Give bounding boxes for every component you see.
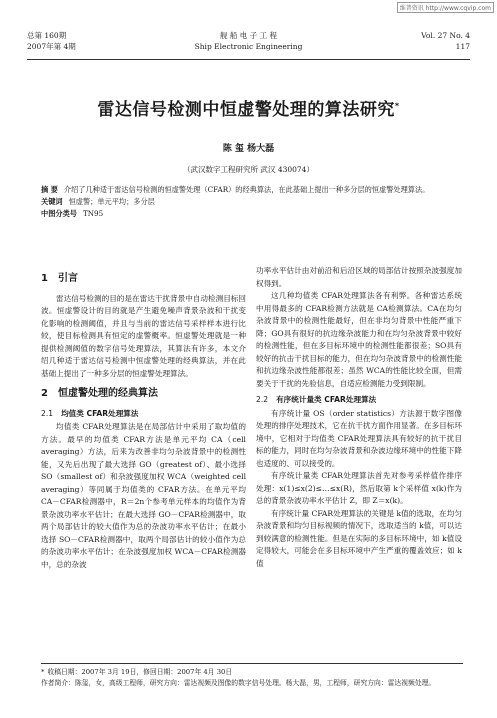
keywords-text: 恒虚警；单元平均；多分层 xyxy=(68,197,155,206)
subsection-number: 2.2 xyxy=(256,395,269,404)
paragraph: 功率水平估计由对前沿和后沿区域的局部估计按照杂波强度加权得到。 xyxy=(256,266,462,288)
classification xyxy=(41,208,463,220)
page-number: 117 xyxy=(455,42,470,51)
paragraph: 均值类 CFAR处理算法是在局部估计中采用了取均值的方法。最早的均值类 CFAR方法是单元平均 CA（cell averaging）方法，后来为改善非均匀杂波背景中的检测性能，又先后出现了最大选择 GO（greatest of）、最小选择 SO（smallest of）和杂波强度加权 WCA（weighted cell averaging）等同属于均值类的 CFAR方法。在单元平均 CA－CFAR检测器中，R＝2n个参考单元样本的均值作为背景杂波功率水平估计；在最大选择 GO－CFAR检测器中，取两个局部估计的较大值作为总的杂波功率水平估计；在最小选择 SO－CFAR检测器中，取两个局部估计的较小值作为总的杂波功率水平估计；在杂波强度加权 WCA－CFAR检测器中，总的杂波 xyxy=(41,422,246,569)
footnote-received xyxy=(41,667,463,678)
paper-title-text: 雷达信号检测中恒虚警处理的算法研究 xyxy=(97,100,395,120)
subsection-title: 均值类 CFAR处理算法 xyxy=(61,408,139,418)
journal-header xyxy=(27,30,470,60)
subsection-heading-2-2 xyxy=(256,394,462,407)
section-heading-2 xyxy=(41,388,246,401)
keywords-label: 关键词 xyxy=(41,197,63,206)
subsection-title: 有序统计量类 CFAR处理算法 xyxy=(276,395,377,404)
classification-label: 中图分类号 xyxy=(41,209,77,218)
received-dates: 收稿日期：2007年 3月 19日，修回日期：2007年 4月 30日 xyxy=(47,668,233,676)
section-number: 1 xyxy=(41,273,48,284)
abstract xyxy=(41,184,463,196)
classification-value: TN95 xyxy=(82,209,104,218)
section-heading-1 xyxy=(41,273,246,286)
section-number: 2 xyxy=(41,388,48,399)
paragraph: 有序统计量 OS（order statistics）方法源于数字图像处理的排序处理技术，它在抗干扰方面作用显著。在多目标环境中，它相对于均值类 CFAR处理算法具有较好的抗干扰目标的能力，同时在均匀杂波背景和杂波边缘环境中的性能下降也适度的、可以接受的。 xyxy=(256,408,462,468)
section-title: 引言 xyxy=(57,273,78,284)
journal-name-en: Ship Electronic Engineering xyxy=(194,42,303,51)
volume-info xyxy=(421,30,470,52)
subsection-heading-2-1 xyxy=(41,408,246,421)
paragraph: 有序统计量类 CFAR处理算法首先对参考采样值作排序处理：x(1)≤x(2)≤…≤x(R)，然后取第 k个采样值 x(k)作为总的背景杂波功率水平估计 Z，即 Z＝x(k)。 xyxy=(256,471,462,505)
left-column xyxy=(41,265,246,571)
paragraph: 这几种均值类 CFAR处理算法各有利弊。各种雷达系统中用得最多的 CFAR检测方法就是 CA检测算法。CA在均匀杂波背景中的检测性能最好，但在非均匀背景中性能严重下降；GO具有很好的抗边缘杂波能力和在均匀杂波背景中较好的检测性能，但在多目标环境中的检测性能都很差；SO具有较好的抗击干扰目标的能力，但在均匀杂波背景中的检测性能和抗边缘杂波性能都很差；虽然 WCA的性能比较全面，但需要关于干扰的先验信息，自适应检测能力受到限制。 xyxy=(256,291,462,388)
keywords xyxy=(41,196,463,208)
footnote xyxy=(41,663,463,689)
right-column xyxy=(256,265,462,570)
author-bio: 作者简介：陈玺，女，高级工程师，研究方向：雷达视频及图像的数字信号处理。杨大磊，男，工程师，研究方向：雷达视频处理。 xyxy=(41,679,436,687)
issue-year: 2007年第 4期 xyxy=(27,42,76,51)
journal-name xyxy=(27,30,470,52)
affiliation: （武汉数字工程研究所 武汉 430074） xyxy=(183,165,314,174)
paragraph: 有序统计量 CFAR处理算法的关键是 k值的选取，在均匀杂波背景和均匀目标视频的情况下，选取适当的 k值，可以达到较满意的检测性能。但是在实际的多目标环境中，如 k值设定得较大，可能会在多目标环境中产生严重的覆盖效应；如 k值 xyxy=(256,508,462,568)
footnote-mark: * xyxy=(41,668,45,676)
authors: 陈 玺 杨大磊 xyxy=(222,144,275,154)
abstract-label: 摘 要 xyxy=(41,185,58,194)
paper-title xyxy=(0,95,497,120)
watermark: 维普资讯 http://www.cqvip.com xyxy=(397,2,494,13)
section-title: 恒虚警处理的经典算法 xyxy=(57,388,158,399)
abstract-block xyxy=(41,184,463,220)
volume-number: Vol. 27 No. 4 xyxy=(421,31,470,40)
paragraph: 雷达信号检测的目的是在雷达干扰背景中自动检测目标回波。恒虚警设计的目的就是产生避免噪声背景杂波和干扰变化影响的检测阈值，并且与当前的雷达信号采样样本进行比较，使目标检测具有恒定的虚警概率。恒虚警处理就是一种提供检测阈值的数字信号处理算法，其算法有许多，本文介绍几种适于雷达信号检测中恒虚警处理的经典算法，并在此基础上提出了一种多分层的恒虚警处理算法。 xyxy=(41,293,246,378)
issue-total: 总第 160期 xyxy=(27,31,67,40)
abstract-text: 介绍了几种适于雷达信号检测的恒虚警处理（CFAR）的经典算法，在此基础上提出一种多分层的恒虚警处理算法。 xyxy=(63,185,430,194)
journal-name-cn: 舰 船 电 子 工 程 xyxy=(220,31,277,40)
title-footnote-mark: * xyxy=(394,101,400,111)
subsection-number: 2.1 xyxy=(41,408,54,418)
